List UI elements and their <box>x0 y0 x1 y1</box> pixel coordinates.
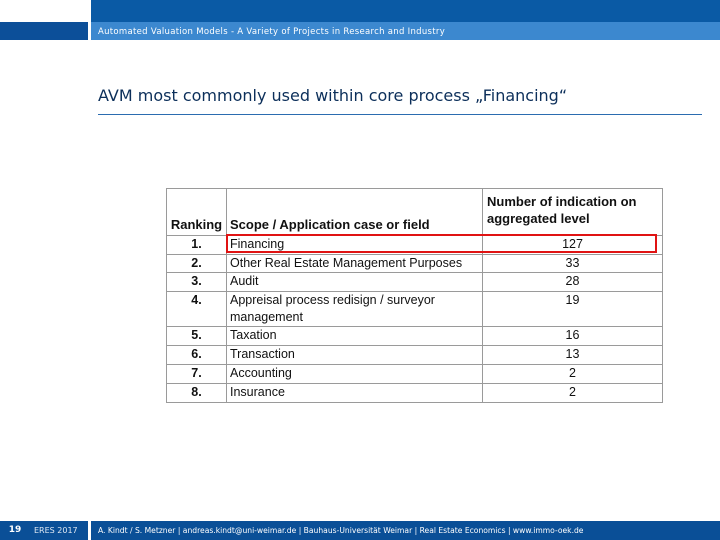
count-cell: 16 <box>483 327 663 346</box>
title-underline <box>98 114 702 115</box>
table-row <box>167 384 663 403</box>
count-cell: 33 <box>483 255 663 273</box>
count-cell: 2 <box>483 365 663 384</box>
scope-cell: Accounting <box>227 365 483 384</box>
scope-cell: Insurance <box>227 384 483 403</box>
table-row <box>167 346 663 365</box>
page-number: 19 <box>8 525 22 535</box>
presentation-title: Automated Valuation Models - A Variety of Projects in Research and Industry <box>98 27 446 37</box>
count-cell: 13 <box>483 346 663 365</box>
ranking-table <box>166 188 663 403</box>
footer-divider <box>88 521 91 540</box>
rank-cell: 7. <box>167 365 227 384</box>
scope-cell: Audit <box>227 273 483 292</box>
scope-cell: Appreisal process redisign / surveyor management <box>227 292 483 327</box>
count-cell: 2 <box>483 384 663 403</box>
table-header-row <box>167 189 663 236</box>
table-row <box>167 365 663 384</box>
footer-credits: A. Kindt / S. Metzner | andreas.kindt@uni-weimar.de | Bauhaus-Universität Weimar | Real Estate Economics | www.immo-oek.de <box>98 526 584 535</box>
rank-cell: 6. <box>167 346 227 365</box>
rank-cell: 3. <box>167 273 227 292</box>
rank-cell: 5. <box>167 327 227 346</box>
rank-cell: 4. <box>167 292 227 327</box>
table-row <box>167 273 663 292</box>
scope-cell: Transaction <box>227 346 483 365</box>
count-cell: 28 <box>483 273 663 292</box>
slide-title: AVM most commonly used within core process „Financing“ <box>98 86 568 105</box>
table-row <box>167 327 663 346</box>
count-cell: 127 <box>483 236 663 255</box>
header-divider <box>88 0 91 40</box>
column-header-scope: Scope / Application case or field <box>227 189 483 236</box>
column-header-ranking: Ranking <box>167 189 227 236</box>
column-header-count: Number of indication on aggregated level <box>483 189 663 236</box>
scope-cell: Taxation <box>227 327 483 346</box>
scope-cell: Other Real Estate Management Purposes <box>227 255 483 273</box>
highlight-box <box>226 234 657 253</box>
table-row <box>167 255 663 273</box>
footer-bar <box>0 521 720 540</box>
header-bar <box>0 0 720 40</box>
conference-label: ERES 2017 <box>34 526 78 535</box>
rank-cell: 2. <box>167 255 227 273</box>
table-row <box>167 292 663 327</box>
count-cell: 19 <box>483 292 663 327</box>
header-band-dark <box>90 0 720 22</box>
scope-cell: Financing <box>227 236 483 255</box>
rank-cell: 1. <box>167 236 227 255</box>
rank-cell: 8. <box>167 384 227 403</box>
header-left-strip <box>0 22 90 40</box>
